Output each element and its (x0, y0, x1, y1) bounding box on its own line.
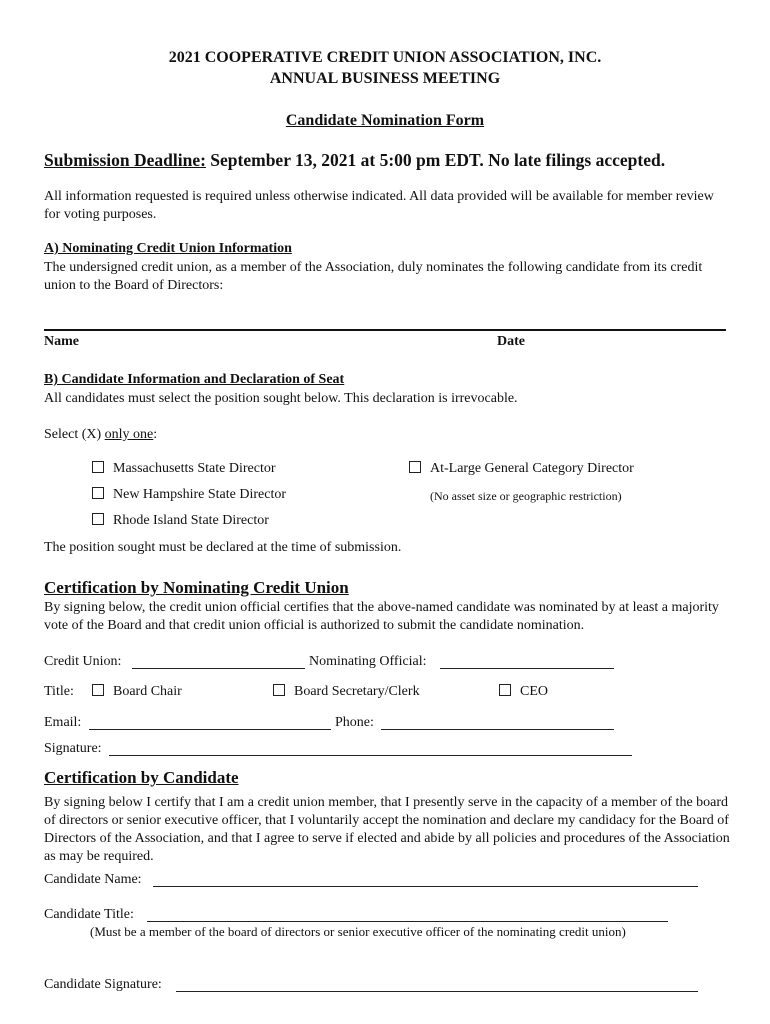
email-field[interactable] (89, 729, 331, 730)
section-a-text: The undersigned credit union, as a member of the Association, duly nominates the following candidate from its credit union to the Board of Directors: (44, 260, 703, 293)
email-label: Email: (44, 715, 82, 730)
checkbox-massachusetts[interactable] (92, 461, 104, 473)
cert-cu-heading: Certification by Nominating Credit Union (44, 578, 349, 597)
credit-union-label: Credit Union: (44, 654, 122, 669)
title-option-board-secretary[interactable]: Board Secretary/Clerk (273, 684, 420, 700)
form-title: Candidate Nomination Form (285, 112, 485, 129)
submission-deadline (44, 150, 665, 171)
checkbox-board-secretary[interactable] (273, 684, 285, 696)
option-at-large[interactable]: At-Large General Category Director (409, 461, 634, 477)
deadline-label: Submission Deadline: (44, 150, 206, 170)
select-instruction: Select (X) only one: (44, 427, 158, 442)
document-subtitle: ANNUAL BUSINESS MEETING (269, 70, 501, 87)
at-large-note: (No asset size or geographic restriction) (430, 489, 622, 503)
section-b-heading: B) Candidate Information and Declaration of Seat (44, 372, 345, 387)
signature-label: Signature: (44, 741, 102, 756)
section-b-footnote: The position sought must be declared at the time of submission. (44, 540, 402, 555)
candidate-name-label: Candidate Name: (44, 872, 142, 887)
section-a-heading: A) Nominating Credit Union Information (44, 241, 292, 256)
credit-union-field[interactable] (132, 668, 305, 669)
phone-label: Phone: (335, 715, 374, 730)
option-massachusetts[interactable]: Massachusetts State Director (92, 461, 276, 477)
name-label: Name (44, 334, 79, 349)
candidate-title-label: Candidate Title: (44, 907, 134, 922)
title-option-board-chair[interactable]: Board Chair (92, 684, 182, 700)
candidate-signature-field[interactable] (176, 991, 698, 992)
cert-candidate-heading: Certification by Candidate (44, 768, 239, 787)
candidate-title-field[interactable] (147, 921, 668, 922)
name-date-signature-line[interactable] (44, 329, 726, 331)
candidate-title-note: (Must be a member of the board of directors or senior executive officer of the nominating credit union) (90, 924, 626, 939)
checkbox-board-chair[interactable] (92, 684, 104, 696)
date-label: Date (497, 334, 525, 349)
title-label: Title: (44, 684, 74, 699)
option-rhode-island[interactable]: Rhode Island State Director (92, 513, 269, 529)
cert-candidate-text: By signing below I certify that I am a credit union member, that I presently serve in the capacity of a member of the board of directors or senior executive officer, that I voluntarily accept the nomination and declare my candidacy for the Board of Directors of the Association, and that I agree to serve if elected and abide by all policies and procedures of the Association as may be required. (44, 795, 730, 864)
title-option-ceo[interactable]: CEO (499, 684, 548, 700)
candidate-name-field[interactable] (153, 886, 698, 887)
option-new-hampshire[interactable]: New Hampshire State Director (92, 487, 286, 503)
signature-field[interactable] (109, 755, 632, 756)
cert-cu-text: By signing below, the credit union official certifies that the above-named candidate was nominated by at least a majority vote of the Board and that credit union official is authorized to submit the candidate nomination. (44, 600, 719, 633)
checkbox-rhode-island[interactable] (92, 513, 104, 525)
checkbox-new-hampshire[interactable] (92, 487, 104, 499)
candidate-signature-label: Candidate Signature: (44, 977, 162, 992)
phone-field[interactable] (381, 729, 614, 730)
nominating-official-label: Nominating Official: (309, 654, 427, 669)
deadline-text: September 13, 2021 at 5:00 pm EDT. No late filings accepted. (205, 150, 666, 170)
section-b-text: All candidates must select the position sought below. This declaration is irrevocable. (44, 391, 518, 406)
checkbox-at-large[interactable] (409, 461, 421, 473)
document-title: 2021 COOPERATIVE CREDIT UNION ASSOCIATION, INC. (168, 49, 602, 66)
checkbox-ceo[interactable] (499, 684, 511, 696)
intro-text: All information requested is required unless otherwise indicated. All data provided will be available for member review for voting purposes. (44, 189, 714, 222)
nominating-official-field[interactable] (440, 668, 614, 669)
